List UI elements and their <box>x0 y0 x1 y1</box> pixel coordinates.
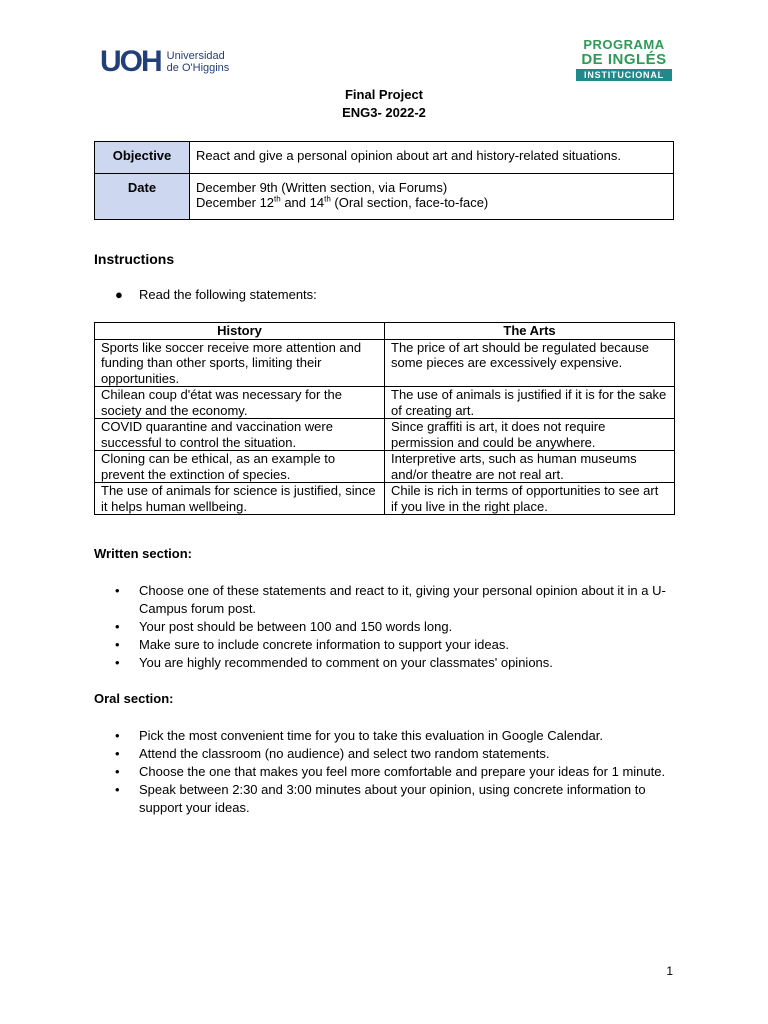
arts-cell: The price of art should be regulated because some pieces are excessively expensive. <box>385 339 675 387</box>
uoh-logo-line2: de O'Higgins <box>166 62 230 74</box>
statements-header-row <box>95 323 675 340</box>
instructions-bullet-text: Read the following statements: <box>139 287 317 302</box>
objective-value: React and give a personal opinion about art and history-related situations. <box>190 142 674 174</box>
oral-section-heading: Oral section: <box>94 691 174 706</box>
objective-label: Objective <box>95 142 190 174</box>
table-row <box>95 339 675 387</box>
list-item: • Attend the classroom (no audience) and select two random statements. <box>94 745 684 763</box>
written-section-list <box>94 582 684 672</box>
date-line2-sup1: th <box>274 194 281 204</box>
uoh-logo-mark: UOH <box>100 45 161 78</box>
list-item: • Make sure to include concrete information to support your ideas. <box>94 636 684 654</box>
info-table <box>94 141 674 220</box>
date-line2 <box>196 195 667 210</box>
table-row <box>95 419 675 451</box>
history-cell: The use of animals for science is justified, since it helps human wellbeing. <box>95 483 385 515</box>
uoh-logo-line1: Universidad <box>166 50 225 62</box>
date-row <box>95 174 674 220</box>
list-item: • Speak between 2:30 and 3:00 minutes about your opinion, using concrete information to support your ideas. <box>94 781 684 817</box>
uoh-logo <box>100 44 229 80</box>
arts-header: The Arts <box>385 323 675 340</box>
list-item: • Choose the one that makes you feel more comfortable and prepare your ideas for 1 minute. <box>94 763 684 781</box>
table-row <box>95 483 675 515</box>
arts-cell: The use of animals is justified if it is for the sake of creating art. <box>385 387 675 419</box>
list-item: • Pick the most convenient time for you to take this evaluation in Google Calendar. <box>94 727 684 745</box>
arts-cell: Since graffiti is art, it does not require permission and could be anywhere. <box>385 419 675 451</box>
history-cell: Sports like soccer receive more attention and funding than other sports, limiting their opportunities. <box>95 339 385 387</box>
programa-ingles-logo <box>576 38 672 81</box>
date-value <box>190 174 674 220</box>
table-row <box>95 387 675 419</box>
oral-section-list <box>94 727 684 817</box>
programa-logo-line3: INSTITUCIONAL <box>576 69 672 81</box>
date-line1: December 9th (Written section, via Forums) <box>196 180 448 195</box>
table-row <box>95 451 675 483</box>
history-cell: Cloning can be ethical, as an example to prevent the extinction of species. <box>95 451 385 483</box>
history-header: History <box>95 323 385 340</box>
date-line2-part3: (Oral section, face-to-face) <box>330 195 489 210</box>
list-item: • Choose one of these statements and react to it, giving your personal opinion about it in a U-Campus forum post. <box>94 582 684 618</box>
document-subtitle: ENG3- 2022-2 <box>342 105 426 120</box>
programa-logo-line1: PROGRAMA <box>583 37 665 52</box>
instructions-bullet-icon: ● <box>115 287 123 302</box>
uoh-logo-text <box>167 50 230 74</box>
list-item: • Your post should be between 100 and 150 words long. <box>94 618 684 636</box>
objective-row <box>95 142 674 174</box>
date-line2-part2: and 14 <box>280 195 325 210</box>
date-line2-part1: December 12 <box>196 195 275 210</box>
document-title: Final Project <box>344 87 424 102</box>
date-line2-sup2: th <box>324 194 331 204</box>
date-label: Date <box>95 174 190 220</box>
page-number: 1 <box>666 964 673 978</box>
programa-logo-line2: DE INGLÉS <box>581 51 667 68</box>
statements-table <box>94 322 675 515</box>
instructions-heading: Instructions <box>94 251 175 267</box>
written-section-heading: Written section: <box>94 546 192 561</box>
arts-cell: Interpretive arts, such as human museums and/or theatre are not real art. <box>385 451 675 483</box>
arts-cell: Chile is rich in terms of opportunities to see art if you live in the right place. <box>385 483 675 515</box>
history-cell: COVID quarantine and vaccination were successful to control the situation. <box>95 419 385 451</box>
history-cell: Chilean coup d'état was necessary for the society and the economy. <box>95 387 385 419</box>
list-item: • You are highly recommended to comment on your classmates' opinions. <box>94 654 684 672</box>
